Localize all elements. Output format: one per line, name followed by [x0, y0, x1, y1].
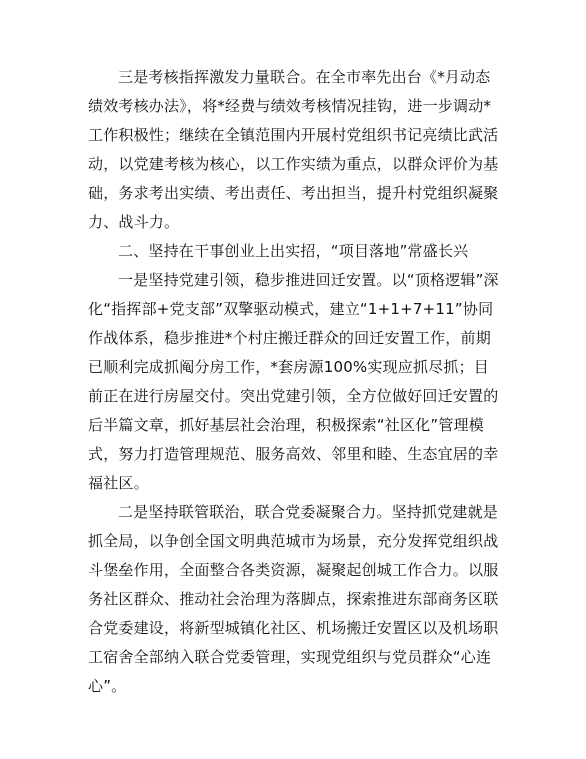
paragraph-joint-party-committee: 二是坚持联管联治，联合党委凝聚合力。坚持抓党建就是抓全局，以争创全国文明典范城市为场景，充分发挥党组织战斗堡垒作用，全面整合各类资源，凝聚起创城工作合力。以服务社区群众、推动社会治理为落脚点，探索推进东部商务区联合党委建设，将新型城镇化社区、机场搬迁安置区以及机场职工宿舍全部纳入联合党委管理，实现党组织与党员群众“心连心”。: [88, 503, 499, 695]
section-heading: 二、坚持在干事创业上出实招，“项目落地”常盛长兴: [118, 242, 469, 260]
paragraph-assessment: 三是考核指挥激发力量联合。在全市率先出台《*月动态绩效考核办法》，将*经费与绩效考核情况挂钩，进一步调动*工作积极性；继续在全镇范围内开展村党组织书记亮绩比武活动，以党建考核为核心，以工作实绩为重点，以群众评价为基础，务求考出实绩、考出责任、考出担当，提升村党组织凝聚力、战斗力。: [88, 68, 499, 231]
paragraph-resettlement: 一是坚持党建引领，稳步推进回迁安置。以“顶格逻辑”深化“指挥部+党支部”双擎驱动模式，建立“1+1+7+11”协同作战体系，稳步推进*个村庄搬迁群众的回迁安置工作，前期已顺利完成抓阄分房工作，*套房源100%实现应抓尽抓；目前正在进行房屋交付。突出党建引领，全方位做好回迁安置的后半篇文章，抓好基层社会治理，积极探索“社区化”管理模式，努力打造管理规范、服务高效、邻里和睦、生态宜居的幸福社区。: [88, 271, 499, 492]
